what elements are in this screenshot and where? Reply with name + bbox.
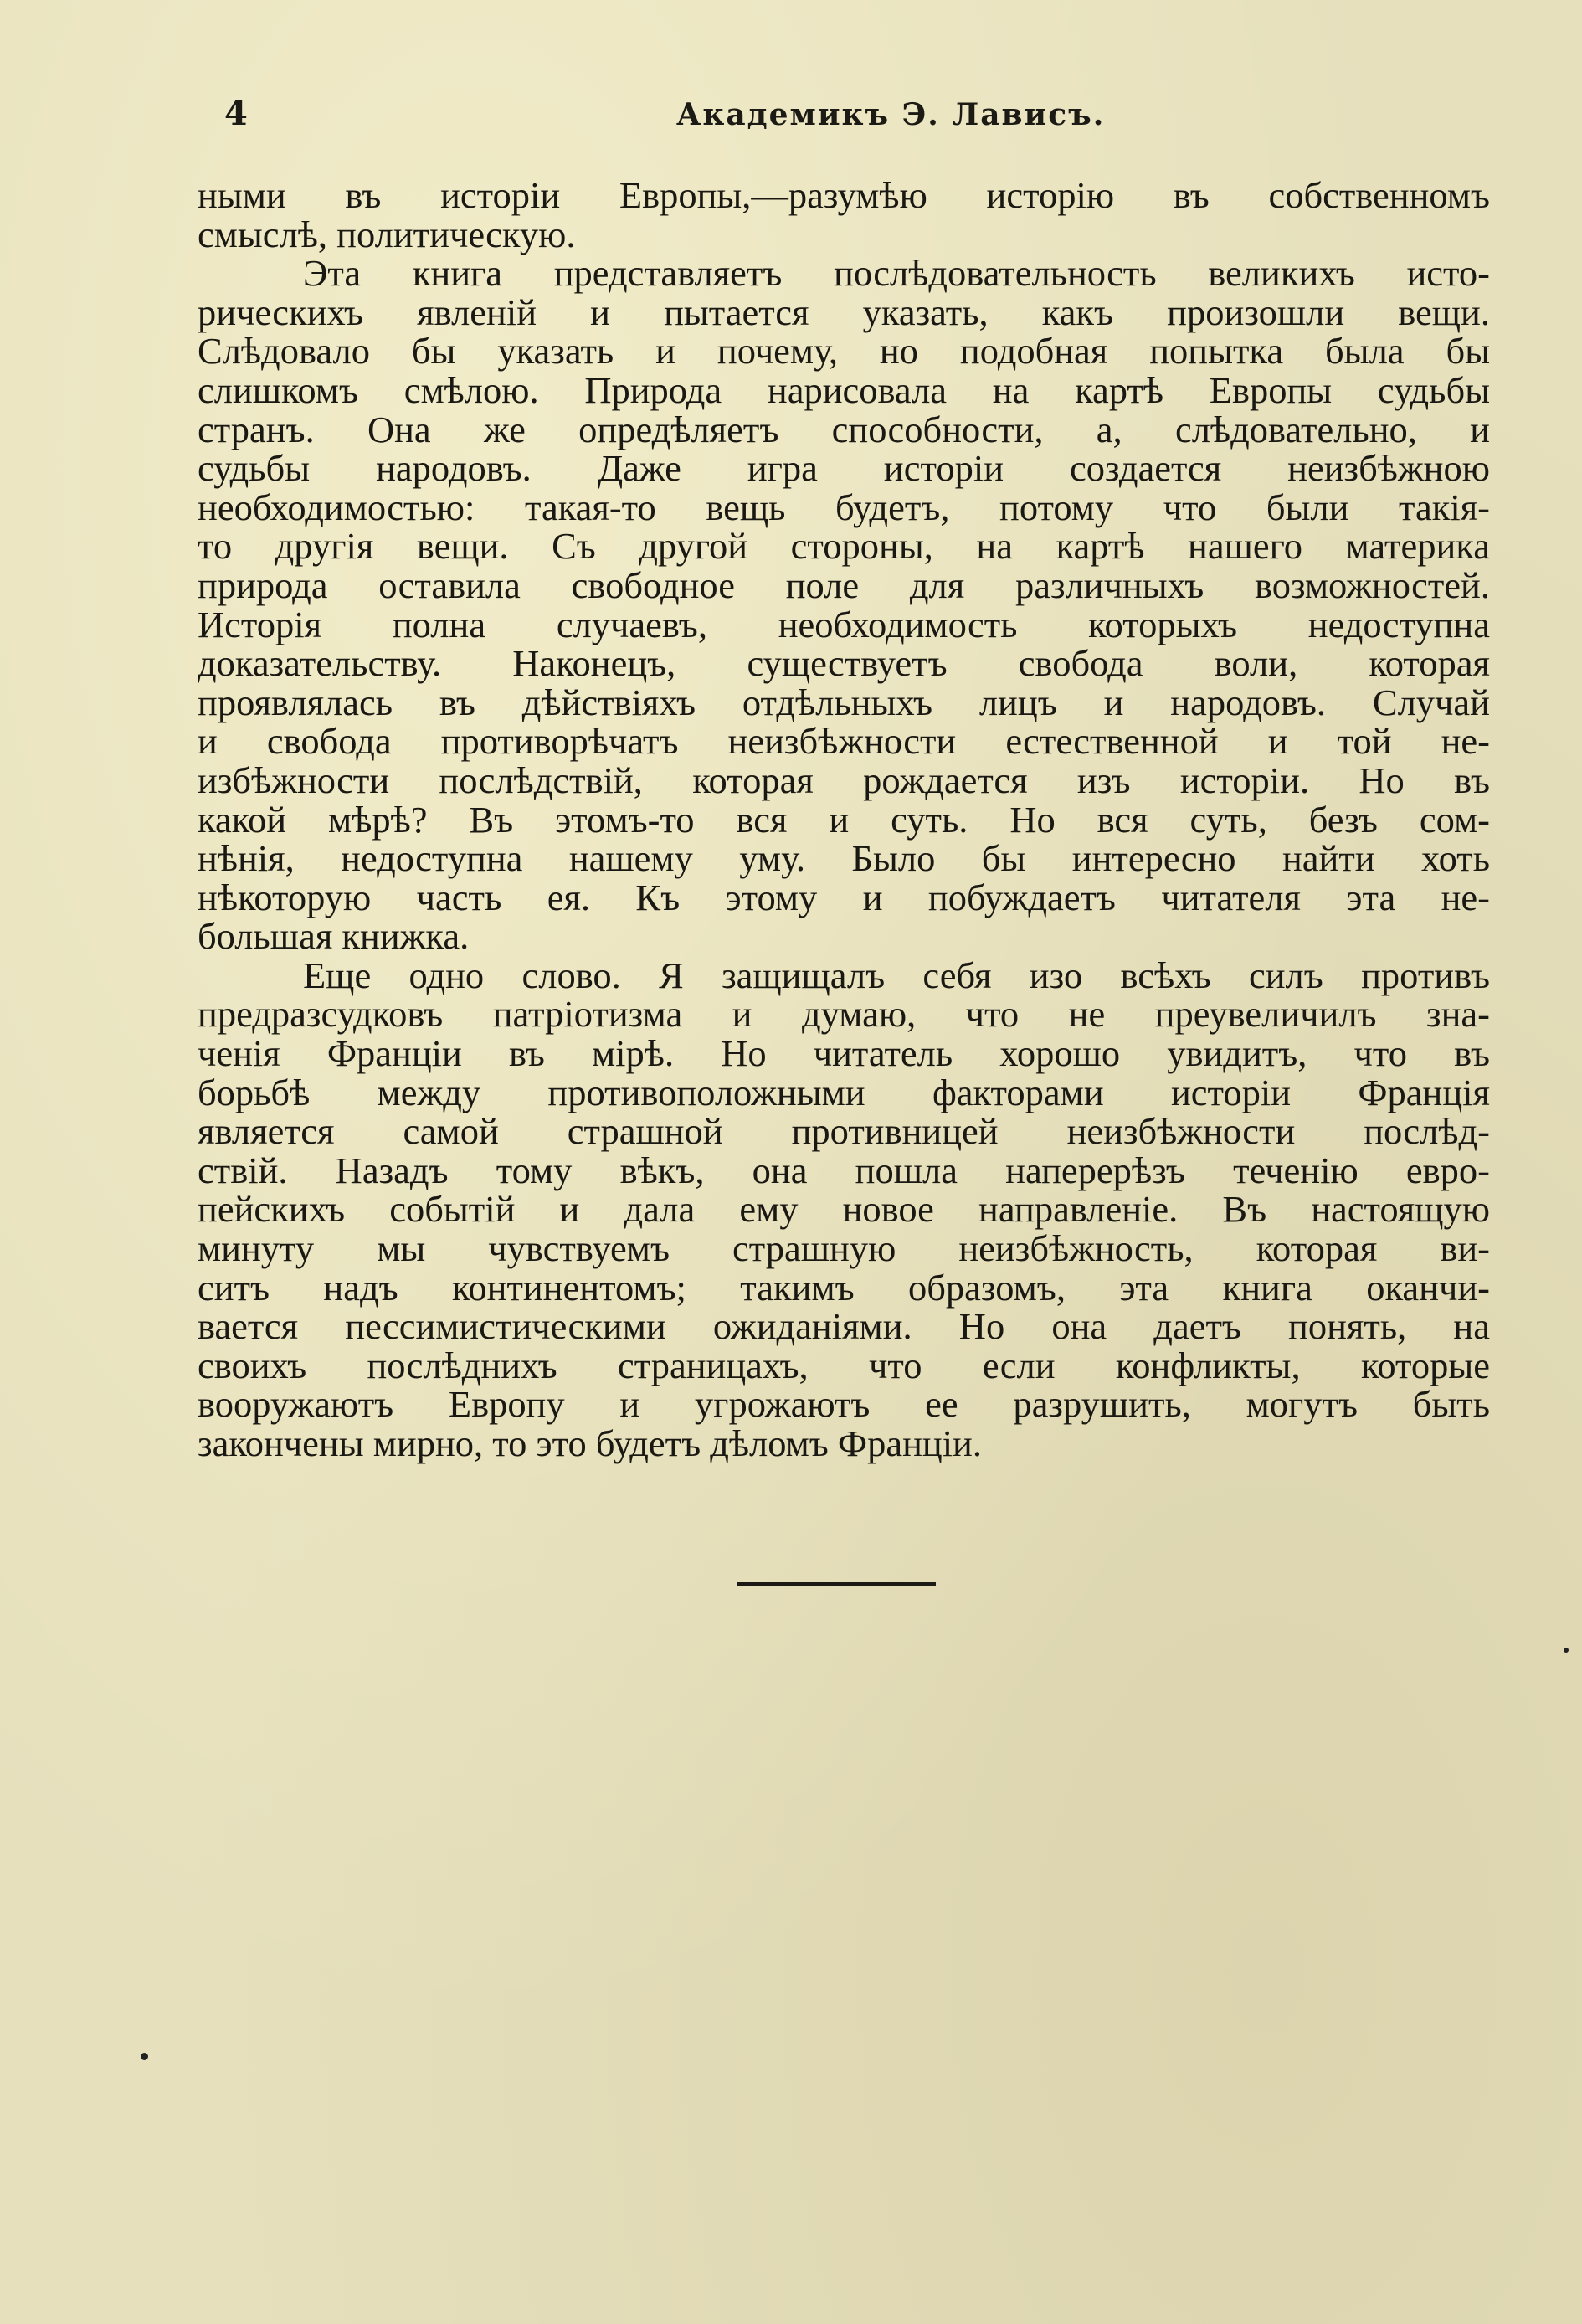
text-line: доказательству. Наконецъ, существуетъ свобода воли, которая <box>198 642 1490 685</box>
text-line: странъ. Она же опредѣляетъ способности, а, слѣдовательно, и <box>198 408 1490 450</box>
text-line: своихъ послѣднихъ страницахъ, что если конфликты, которые <box>198 1344 1490 1386</box>
body-text <box>198 176 1490 1463</box>
text-line: ными въ исторіи Европы,—разумѣю исторію въ собственномъ <box>198 174 1490 216</box>
text-line: то другія вещи. Съ другой стороны, на картѣ нашего материка <box>198 525 1490 568</box>
text-line: слишкомъ смѣлою. Природа нарисовала на картѣ Европы судьбы <box>198 368 1490 411</box>
text-line: предразсудковъ патріотизма и думаю, что не преувеличилъ зна- <box>198 993 1490 1036</box>
text-line: минуту мы чувствуемъ страшную неизбѣжность, которая ви- <box>198 1227 1490 1270</box>
text-line: борьбѣ между противоположными факторами исторіи Франція <box>198 1071 1490 1113</box>
text-line: Слѣдовало бы указать и почему, но подобная попытка была бы <box>198 330 1490 373</box>
text-line: Эта книга представляетъ послѣдовательность великихъ исто- <box>303 252 1490 295</box>
section-divider <box>737 1582 936 1586</box>
text-line: и свобода противорѣчатъ неизбѣжности естественной и той не- <box>198 720 1490 763</box>
text-line: судьбы народовъ. Даже игра исторіи создается неизбѣжною <box>198 447 1490 490</box>
text-line: является самой страшной противницей неизбѣжности послѣд- <box>198 1110 1490 1153</box>
page-number: 4 <box>224 94 248 133</box>
text-line: ситъ надъ континентомъ; такимъ образомъ, эта книга оканчи- <box>198 1266 1490 1309</box>
text-line: вооружаютъ Европу и угрожаютъ ее разрушить, могутъ быть <box>198 1383 1490 1426</box>
text-line: ствій. Назадъ тому вѣкъ, она пошла наперерѣзъ теченію евро- <box>198 1149 1490 1191</box>
text-line: смыслѣ, политическую. <box>198 213 576 255</box>
text-line: рическихъ явленій и пытается указать, какъ произошли вещи. <box>198 290 1490 333</box>
text-line: большая книжка. <box>198 915 470 958</box>
text-line: ченія Франціи въ мірѣ. Но читатель хорошо увидитъ, что въ <box>198 1032 1490 1075</box>
text-line: Исторія полна случаевъ, необходимость которыхъ недоступна <box>198 603 1490 645</box>
ink-speck <box>141 2053 148 2060</box>
running-title: Академикъ Э. Лависъ. <box>676 97 1106 132</box>
text-line: нѣкоторую часть ея. Къ этому и побуждаетъ читателя эта не- <box>198 876 1490 918</box>
text-line: какой мѣрѣ? Въ этомъ-то вся и суть. Но вся суть, безъ сом- <box>198 798 1490 841</box>
text-line: закончены мирно, то это будетъ дѣломъ Франціи. <box>198 1422 982 1464</box>
text-line: природа оставила свободное поле для различныхъ возможностей. <box>198 563 1490 606</box>
text-line: проявлялась въ дѣйствіяхъ отдѣльныхъ лицъ и народовъ. Случай <box>198 681 1490 723</box>
running-head <box>224 94 1487 144</box>
text-line: вается пессимистическими ожиданіями. Но она даетъ понять, на <box>198 1305 1490 1348</box>
text-line: избѣжности послѣдствій, которая рождается изъ исторіи. Но въ <box>198 758 1490 801</box>
text-line: необходимостью: такая-то вещь будетъ, потому что были такія- <box>198 486 1490 528</box>
text-line: Еще одно слово. Я защищалъ себя изо всѣхъ силъ противъ <box>303 954 1490 996</box>
text-line: пейскихъ событій и дала ему новое направленіе. Въ настоящую <box>198 1188 1490 1231</box>
ink-speck <box>1564 1648 1569 1653</box>
text-line: нѣнія, недоступна нашему уму. Было бы интересно найти хоть <box>198 837 1490 880</box>
